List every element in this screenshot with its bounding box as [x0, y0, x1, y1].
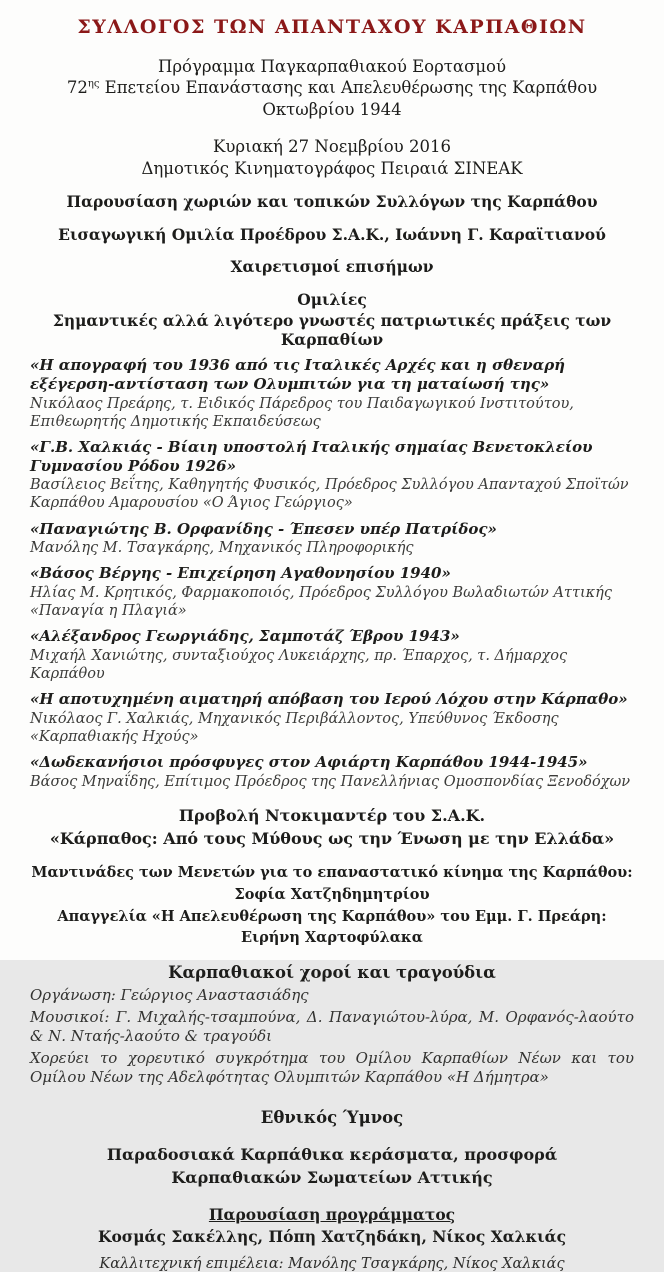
- intro-opening-speech: Εισαγωγική Ομιλία Προέδρου Σ.Α.Κ., Ιωάννη Γ. Καραϊτιανού: [58, 224, 606, 244]
- event-venue: Δημοτικός Κινηματογράφος Πειραιά ΣΙΝΕΑΚ: [141, 158, 523, 178]
- dances-dancers: Χορεύει το χορευτικό συγκρότημα του Ομίλου Καρπαθίων Νέων και του Ομίλου Νέων της Αδελφότητας Ολυμπιτών Καρπάθου «Η Δήμητρα»: [30, 1048, 634, 1087]
- presentation-heading: Παρουσίαση προγράμματος: [208, 1205, 456, 1224]
- anniversary-ordinal-suffix: ης: [87, 78, 100, 90]
- talk-speaker: Μανόλης Μ. Τσαγκάρης, Μηχανικός Πληροφορικής: [30, 540, 414, 557]
- talk-item: [30, 520, 634, 558]
- intro-greetings: Χαιρετισμοί επισήμων: [230, 256, 434, 276]
- anniversary-number: 72: [66, 78, 88, 98]
- talk-speaker: Νικόλαος Γ. Χαλκιάς, Μηχανικός Περιβάλλοντος, Υπεύθυνος Έκδοσης «Καρπαθιακής Ηχούς»: [30, 711, 559, 746]
- anniversary-text: Επετείου Επανάστασης και Απελευθέρωσης της Καρπάθου Οκτωβρίου 1944: [99, 78, 598, 119]
- speeches-section-heading: Ομιλίες: [297, 290, 367, 310]
- talk-item: [30, 356, 634, 431]
- artistic-credit: Καλλιτεχνική επιμέλεια: Μανόλης Τσαγκάρης, Νίκος Χαλκιάς: [99, 1256, 565, 1272]
- national-anthem: Εθνικός Ύμνος: [260, 1107, 404, 1127]
- talk-item: [30, 753, 634, 791]
- mantinades-line2: Απαγγελία «Η Απελευθέρωση της Καρπάθου» του Εμμ. Γ. Πρεάρη: Ειρήνη Χαρτοφύλακα: [57, 907, 607, 947]
- talk-item: [30, 690, 634, 746]
- talk-speaker: Νικόλαος Πρεάρης, τ. Ειδικός Πάρεδρος του Παιδαγωγικού Ινστιτούτου, Επιθεωρητής Δημοτικής Εκπαιδεύσεως: [30, 395, 574, 430]
- presenters-names: Κοσμάς Σακέλλης, Πόπη Χατζηδάκη, Νίκος Χαλκιάς: [97, 1227, 567, 1246]
- talk-title: «Η απογραφή του 1936 από τις Ιταλικές Αρχές και η σθεναρή εξέγερση-αντίσταση των Ολυμπιτών για τη ματαίωσή της»: [30, 356, 566, 393]
- program-subtitle-line2: [30, 77, 634, 120]
- speeches-section-subheading: Σημαντικές αλλά λιγότερο γνωστές πατριωτικές πράξεις των Καρπαθίων: [52, 310, 612, 349]
- program-subtitle-line1: Πρόγραμμα Παγκαρπαθιακού Εορτασμού: [157, 57, 507, 76]
- talk-title: «Αλέξανδρος Γεωργιάδης, Σαμποτάζ Έβρου 1943»: [30, 627, 460, 646]
- screening-line1: Προβολή Ντοκιμαντέρ του Σ.Α.Κ.: [178, 806, 486, 826]
- talk-title: «Η αποτυχημένη αιματηρή απόβαση του Ιερού Λόχου στην Κάρπαθο»: [30, 690, 628, 709]
- talk-speaker: Βάσος Μηναΐδης, Επίτιμος Πρόεδρος της Πανελλήνιας Ομοσπονδίας Ξενοδόχων: [30, 774, 631, 791]
- talk-speaker: Μιχαήλ Χανιώτης, συνταξιούχος Λυκειάρχης, πρ. Έπαρχος, τ. Δήμαρχος Καρπάθου: [30, 648, 568, 683]
- talk-title: «Παναγιώτης Β. Ορφανίδης - Έπεσεν υπέρ Πατρίδος»: [30, 519, 497, 538]
- talk-title: «Βάσος Βέργης - Επιχείρηση Αγαθονησίου 1940»: [30, 564, 451, 583]
- talk-title: «Δωδεκανήσιοι πρόσφυγες στον Αφιάρτη Καρπάθου 1944-1945»: [30, 753, 588, 772]
- talk-item: [30, 438, 634, 513]
- traditional-treats: Παραδοσιακά Καρπάθικα κεράσματα, προσφορά Καρπαθιακών Σωματείων Αττικής: [106, 1144, 558, 1187]
- mantinades-line1: Μαντινάδες των Μενετών για το επαναστατικό κίνημα της Καρπάθου: Σοφία Χατζηδημητρίου: [31, 864, 633, 903]
- mantinades-block: [30, 862, 634, 949]
- event-date: Κυριακή 27 Νοεμβρίου 2016: [213, 137, 451, 157]
- intro-villages-presentation: Παρουσίαση χωριών και τοπικών Συλλόγων της Καρπάθου: [66, 192, 598, 212]
- organization-title: ΣΥΛΛΟΓΟΣ ΤΩΝ ΑΠΑΝΤΑΧΟΥ ΚΑΡΠΑΘΙΩΝ: [77, 16, 587, 38]
- talk-speaker: Ηλίας Μ. Κρητικός, Φαρμακοποιός, Πρόεδρος Συλλόγου Βωλαδιωτών Αττικής «Παναγία η Πλαγιά»: [30, 585, 612, 620]
- dances-musicians: Μουσικοί: Γ. Μιχαλής-τσαμπούνα, Δ. Παναγιώτου-λύρα, Μ. Ορφανός-λαούτο & Ν. Νταής-λαούτο & τραγούδι: [30, 1007, 634, 1046]
- talk-title: «Γ.Β. Χαλκιάς - Βίαιη υποστολή Ιταλικής σημαίας Βενετοκλείου Γυμνασίου Ρόδου 1926»: [30, 437, 593, 475]
- talk-speaker: Βασίλειος Βεΐτης, Καθηγητής Φυσικός, Πρόεδρος Συλλόγου Απανταχού Σποϊτών Καρπάθου Αμαρουσίου «Ο Άγιος Γεώργιος»: [30, 477, 629, 512]
- dances-section-heading: Καρπαθιακοί χοροί και τραγούδια: [168, 963, 496, 983]
- screening-line2: «Κάρπαθος: Από τους Μύθους ως την Ένωση με την Ελλάδα»: [49, 828, 615, 848]
- talk-item: [30, 564, 634, 620]
- talk-item: [30, 627, 634, 683]
- documentary-screening: [30, 805, 634, 850]
- dances-organization: Οργάνωση: Γεώργιος Αναστασιάδης: [30, 986, 309, 1005]
